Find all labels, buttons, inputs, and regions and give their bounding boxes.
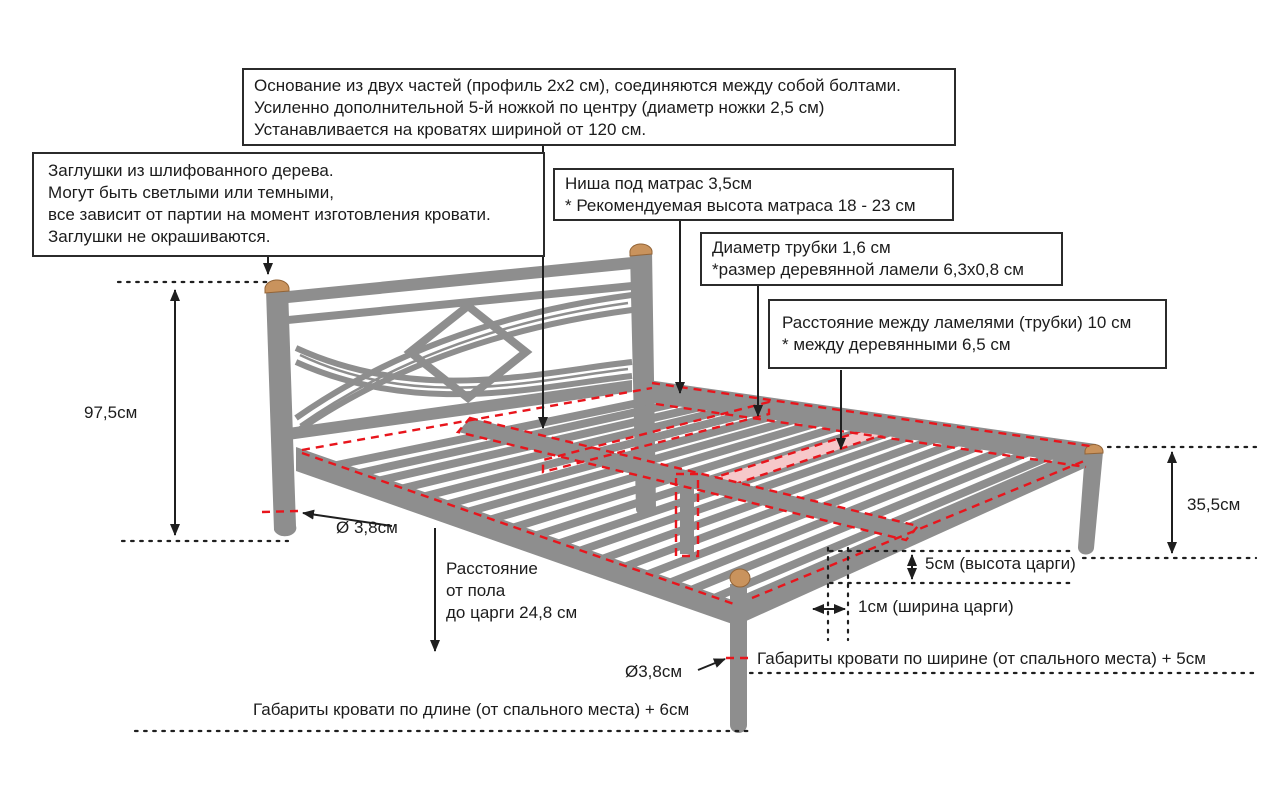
center-fifth-leg	[680, 480, 694, 554]
note-line: Заглушки из шлифованного дерева.	[48, 161, 334, 180]
note-wooden-caps	[32, 152, 545, 257]
note-line: Устанавливается на кроватях шириной от 120 см.	[254, 120, 647, 139]
note-line: Диаметр трубки 1,6 см	[712, 238, 891, 257]
note-line: Усиленно дополнительной 5-й ножкой по центру (диаметр ножки 2,5 см)	[254, 98, 825, 117]
label-overall-length: Габариты кровати по длине (от спального места) + 6см	[253, 700, 690, 719]
note-line: Могут быть светлыми или темными,	[48, 183, 334, 202]
label-front-leg-diameter: Ø 3,8см	[336, 518, 398, 537]
label-line: до царги 24,8 см	[446, 603, 578, 622]
note-line: * между деревянными 6,5 см	[782, 335, 1011, 354]
note-line: Заглушки не окрашиваются.	[48, 227, 271, 246]
note-tube-diameter	[700, 232, 1063, 286]
headboard	[266, 250, 656, 536]
cap-foot-near	[730, 569, 750, 587]
label-foot-leg-diameter: Ø3,8см	[625, 662, 683, 681]
note-line: Ниша под матрас 3,5см	[565, 174, 753, 193]
label-rail-height: 5см (высота царги)	[925, 554, 1076, 573]
note-line: Основание из двух частей (профиль 2x2 см), соединяются между собой болтами.	[254, 76, 901, 95]
label-total-height: 97,5см	[84, 403, 138, 422]
label-line: от пола	[446, 581, 506, 600]
leg-diameter-mark-left	[262, 511, 298, 512]
note-line: Расстояние между ламелями (трубки) 10 см	[782, 313, 1132, 332]
label-foot-height: 35,5см	[1187, 495, 1241, 514]
headboard-left-post	[266, 288, 296, 536]
label-line: Расстояние	[446, 559, 538, 578]
foot-leg-diameter-arrow	[698, 659, 725, 670]
note-base-construction	[242, 68, 956, 146]
cap-head-far	[630, 244, 652, 256]
note-line: * Рекомендуемая высота матраса 18 - 23 см	[565, 196, 916, 215]
note-line: все зависит от партии на момент изготовления кровати.	[48, 205, 491, 224]
note-line: *размер деревянной ламели 6,3x0,8 см	[712, 260, 1024, 279]
label-rail-width: 1см (ширина царги)	[858, 597, 1014, 616]
note-mattress-niche	[553, 168, 954, 221]
note-slat-spacing	[768, 299, 1167, 369]
headboard-top-rail	[288, 257, 632, 303]
label-overall-width: Габариты кровати по ширине (от спального места) + 5см	[757, 649, 1206, 668]
label-floor-to-rail	[446, 558, 577, 624]
cap-head-near	[265, 280, 289, 293]
